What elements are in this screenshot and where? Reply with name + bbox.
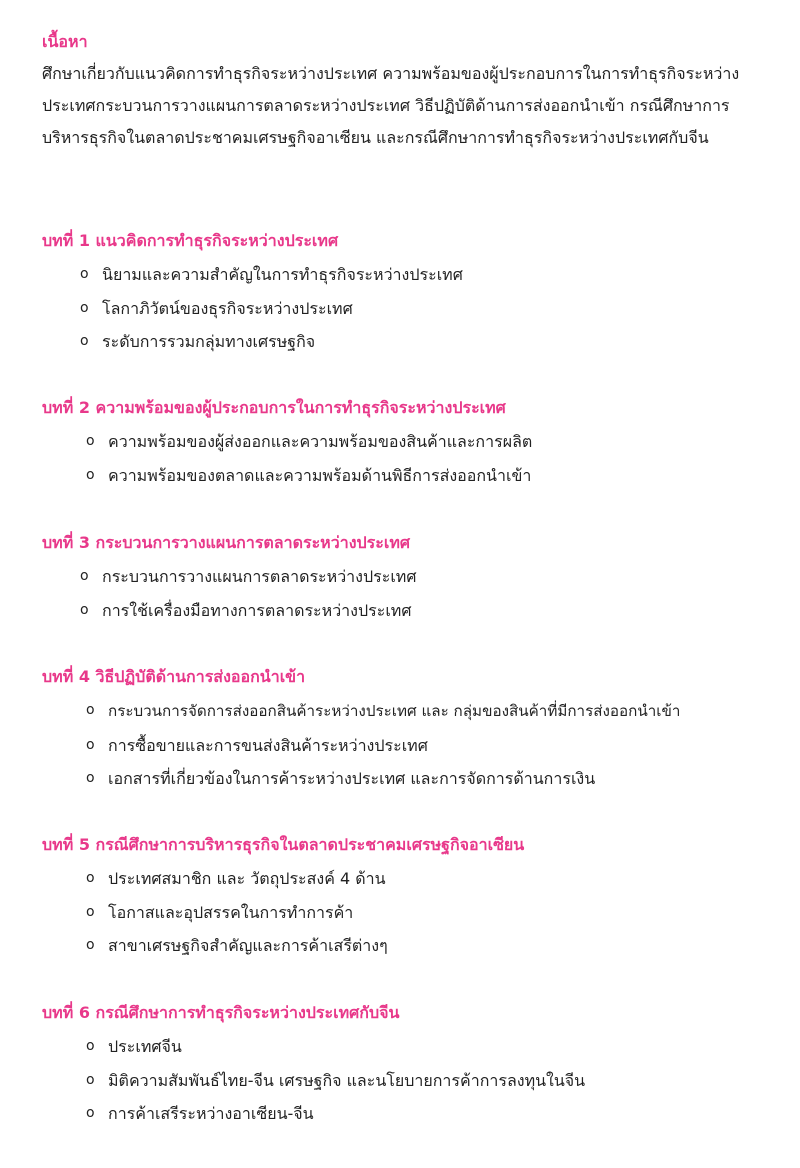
- chapter-2: [42, 396, 782, 492]
- list-item: [42, 1097, 782, 1131]
- list-item: [42, 694, 782, 729]
- list-item: [42, 862, 782, 896]
- topic-text: กระบวนการวางแผนการตลาดระหว่างประเทศ: [102, 567, 417, 586]
- list-item: [42, 929, 782, 963]
- list-item: [42, 560, 782, 594]
- list-item: [42, 258, 782, 292]
- chapter-title: บทที่ 5 กรณีศึกษาการบริหารธุรกิจในตลาดประชาคมเศรษฐกิจอาเซียน: [42, 835, 525, 854]
- topic-text: สาขาเศรษฐกิจสำคัญและการค้าเสรีต่างๆ: [108, 936, 388, 955]
- topic-text: เอกสารที่เกี่ยวข้องในการค้าระหว่างประเทศ และการจัดการด้านการเงิน: [108, 769, 596, 788]
- topic-text: ความพร้อมของผู้ส่งออกและความพร้อมของสินค้าและการผลิต: [108, 432, 533, 451]
- bullet-circle-icon: ο: [80, 266, 89, 282]
- topic-text: ประเทศจีน: [108, 1037, 182, 1056]
- topic-text: การใช้เครื่องมือทางการตลาดระหว่างประเทศ: [102, 600, 412, 620]
- topic-list: [42, 425, 782, 492]
- bullet-circle-icon: ο: [86, 1071, 95, 1088]
- topic-list: [42, 258, 782, 359]
- chapter-6: [42, 1001, 782, 1131]
- summary-title: เนื้อหา: [42, 32, 88, 51]
- list-item: [42, 1030, 782, 1064]
- chapter-title: บทที่ 3 กระบวนการวางแผนการตลาดระหว่างประเทศ: [42, 533, 411, 552]
- summary-text: ศึกษาเกี่ยวกับแนวคิดการทำธุรกิจระหว่างประเทศ ความพร้อมของผู้ประกอบการในการทำธุรกิจระหว่างประเทศกระบวนการวางแผนการตลาดระหว่างประเทศ วิธีปฏิบัติด้านการส่งออกนำเข้า กรณีศึกษาการบริหารธุรกิจในตลาดประชาคมเศรษฐกิจอาเซียน และกรณีศึกษาการทำธุรกิจระหว่างประเทศกับจีน: [42, 64, 740, 147]
- chapter-4: [42, 665, 782, 796]
- topic-text: กระบวนการจัดการส่งออกสินค้าระหว่างประเทศ และ กลุ่มของสินค้าที่มีการส่งออกนำเข้า: [108, 702, 681, 720]
- bullet-circle-icon: ο: [86, 466, 95, 483]
- topic-text: โลกาภิวัตน์ของธุรกิจระหว่างประเทศ: [102, 298, 353, 318]
- bullet-circle-icon: ο: [80, 333, 89, 349]
- list-item: [42, 896, 782, 930]
- bullet-circle-icon: ο: [86, 903, 95, 920]
- list-item: [42, 292, 782, 326]
- topic-text: นิยามและความสำคัญในการทำธุรกิจระหว่างประเทศ: [102, 265, 463, 284]
- chapter-3: [42, 531, 782, 627]
- bullet-circle-icon: ο: [80, 568, 89, 584]
- bullet-circle-icon: ο: [86, 1038, 95, 1054]
- bullet-circle-icon: ο: [86, 736, 95, 753]
- bullet-circle-icon: ο: [86, 770, 95, 786]
- topic-text: โอกาสและอุปสรรคในการทำการค้า: [108, 902, 354, 922]
- topic-text: ประเทศสมาชิก และ วัตถุประสงค์ 4 ด้าน: [108, 869, 386, 888]
- topic-list: [42, 1030, 782, 1131]
- topic-text: การซื้อขายและการขนส่งสินค้าระหว่างประเทศ: [108, 735, 428, 755]
- topic-text: ระดับการรวมกลุ่มทางเศรษฐกิจ: [102, 332, 316, 351]
- bullet-circle-icon: ο: [80, 601, 89, 618]
- bullet-circle-icon: ο: [86, 870, 95, 886]
- chapter-title: บทที่ 6 กรณีศึกษาการทำธุรกิจระหว่างประเทศกับจีน: [42, 1003, 400, 1022]
- list-item: [42, 729, 782, 763]
- bullet-circle-icon: ο: [86, 433, 95, 449]
- topic-list: [42, 862, 782, 963]
- chapter-title: บทที่ 2 ความพร้อมของผู้ประกอบการในการทำธุรกิจระหว่างประเทศ: [42, 398, 506, 417]
- bullet-circle-icon: ο: [86, 1105, 95, 1121]
- bullet-circle-icon: ο: [80, 299, 89, 316]
- chapter-1: [42, 229, 782, 359]
- chapter-5: [42, 833, 782, 963]
- chapter-title: บทที่ 1 แนวคิดการทำธุรกิจระหว่างประเทศ: [42, 231, 339, 250]
- topic-list: [42, 694, 782, 796]
- topic-text: มิติความสัมพันธ์ไทย-จีน เศรษฐกิจ และนโยบายการค้าการลงทุนในจีน: [108, 1070, 586, 1090]
- bullet-circle-icon: ο: [86, 702, 95, 718]
- list-item: [42, 425, 782, 459]
- chapter-title: บทที่ 4 วิธีปฏิบัติด้านการส่งออกนำเข้า: [42, 667, 306, 686]
- list-item: [42, 594, 782, 628]
- list-item: [42, 459, 782, 493]
- topic-list: [42, 560, 782, 627]
- bullet-circle-icon: ο: [86, 937, 95, 953]
- list-item: [42, 1064, 782, 1098]
- list-item: [42, 325, 782, 359]
- topic-text: ความพร้อมของตลาดและความพร้อมด้านพิธีการส่งออกนำเข้า: [108, 465, 532, 485]
- list-item: [42, 762, 782, 796]
- topic-text: การค้าเสรีระหว่างอาเซียน-จีน: [108, 1104, 314, 1123]
